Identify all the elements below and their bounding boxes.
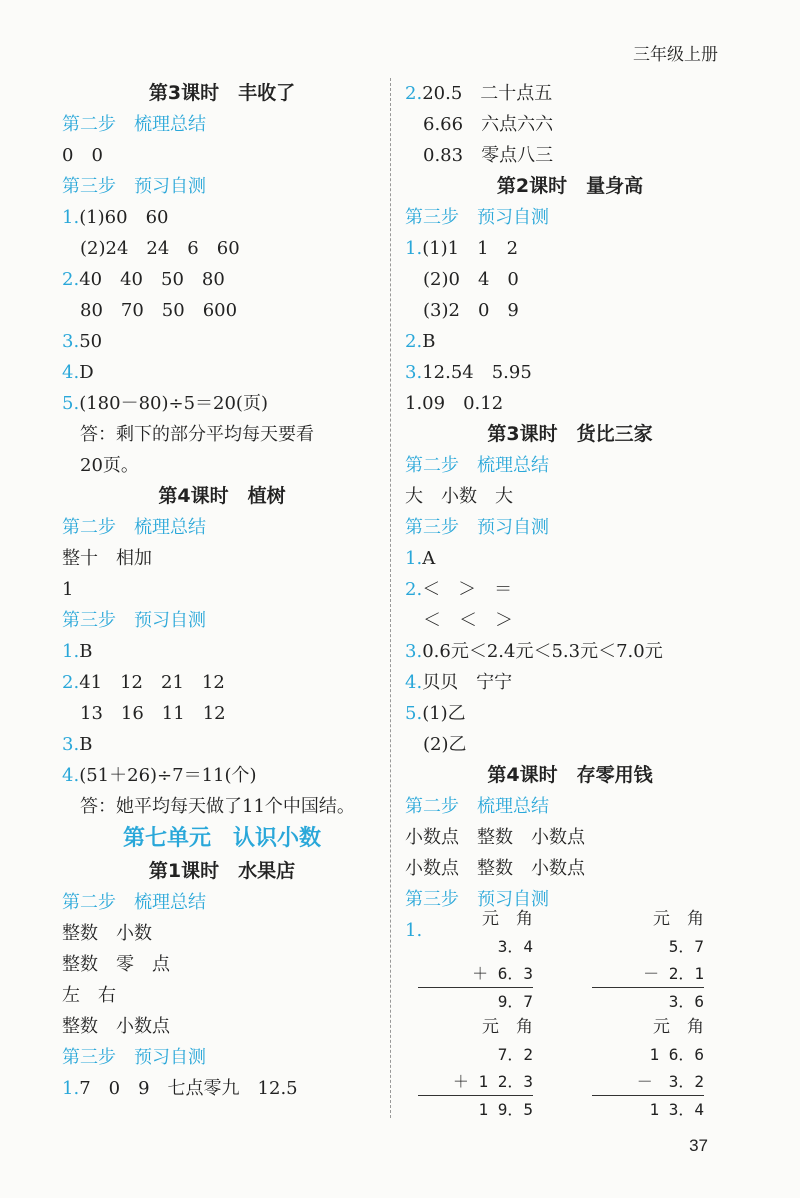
answer-text: (1)乙 [422,703,466,724]
question-number: 1. [405,548,423,569]
lesson-title: 第4课时 存零用钱 [487,764,653,786]
calc-operand: ＋ 6．3 [472,964,533,983]
right-column [405,78,735,946]
answer-item [405,698,735,729]
answer-line: 整数 小数点 [62,1016,170,1037]
calc-addition-2 [418,1014,533,1123]
question-number: 1. [62,1078,80,1099]
answer-line: 答：剩下的部分平均每天要看 [80,424,314,445]
question-number: 4. [405,672,423,693]
answer-line: 整数 零 点 [62,954,170,975]
answer-item [405,233,735,264]
calc-subtraction-2 [592,1014,704,1123]
lesson-title: 第3课时 货比三家 [487,423,653,445]
answer-text: B [79,734,93,755]
answer-item [405,636,735,667]
calc-result: 1 9．5 [418,1095,533,1123]
question-number: 1. [62,207,80,228]
lesson-title: 第1课时 水果店 [148,860,296,882]
calc-operand: 3．4 [497,937,533,956]
question-number: 1. [405,238,423,259]
answer-item [62,326,382,357]
answer-line: 小数点 整数 小数点 [405,827,585,848]
answer-line: (2)0 4 0 [423,269,519,290]
calc-header: 元 角 [482,909,533,929]
question-number: 1. [62,641,80,662]
answer-line: 整十 相加 [62,548,152,569]
answer-text: (51＋26)÷7＝11(个) [79,765,257,786]
answer-line: 13 16 11 12 [80,703,226,724]
answer-item [62,388,382,419]
question-number: 2. [405,83,423,104]
question-number: 5. [405,703,423,724]
answer-line: 20页。 [80,455,139,476]
step-heading: 第二步 梳理总结 [62,892,206,913]
question-number: 2. [405,331,423,352]
calc-result: 9．7 [418,987,533,1015]
answer-item [405,78,735,109]
answer-line: 答：她平均每天做了11个中国结。 [80,796,355,817]
answer-text: 0.6元＜2.4元＜5.3元＜7.0元 [422,641,663,662]
question-number: 2. [62,672,80,693]
step-heading: 第三步 预习自测 [405,889,549,910]
step-heading: 第三步 预习自测 [405,207,549,228]
answer-line: 整数 小数 [62,923,152,944]
lesson-title: 第3课时 丰收了 [148,82,296,104]
calc-header: 元 角 [653,909,704,929]
answer-line: 左 右 [62,985,116,1006]
lesson-title: 第4课时 植树 [158,485,286,507]
answer-text: B [422,331,436,352]
calc-subtraction-1 [592,906,704,1015]
answer-item [62,1073,382,1104]
calc-result: 3．6 [592,987,704,1015]
answer-text: ＜ ＞ ＝ [422,579,513,600]
answer-item [405,667,735,698]
answer-text: (1)1 1 2 [422,238,519,259]
answer-text: A [422,548,436,569]
answer-line: 1 [62,579,74,600]
answer-text: 40 40 50 80 [79,269,225,290]
answer-item [405,574,735,605]
unit-title: 第七单元 认识小数 [122,826,321,851]
step-heading: 第三步 预习自测 [62,1047,206,1068]
answer-text: 12.54 5.95 [422,362,532,383]
step-heading: 第二步 梳理总结 [62,114,206,135]
calc-operand: 5．7 [668,937,704,956]
calc-operand: － 3．2 [636,1072,704,1091]
question-number: 3. [62,734,80,755]
answer-text: 20.5 二十点五 [422,83,553,104]
question-number: 4. [62,362,80,383]
calc-header: 元 角 [482,1017,533,1037]
left-column [62,78,382,1104]
answer-item [62,760,382,791]
answer-line: 小数点 整数 小数点 [405,858,585,879]
calc-result: 1 3．4 [592,1095,704,1123]
question-number: 3. [405,362,423,383]
answer-line: (2)24 24 6 60 [80,238,240,259]
answer-line: 0 0 [62,145,103,166]
answer-line: (2)乙 [423,734,467,755]
page-number: 37 [689,1136,708,1155]
answer-item [62,667,382,698]
answer-text: B [79,641,93,662]
step-heading: 第二步 梳理总结 [405,796,549,817]
answer-line: (3)2 0 9 [423,300,519,321]
calc-operand: 1 6．6 [649,1045,704,1064]
question-number: 4. [62,765,80,786]
answer-text: 50 [79,331,103,352]
answer-line: 0.83 零点八三 [423,145,554,166]
answer-item [62,729,382,760]
answer-item [405,543,735,574]
step-heading: 第三步 预习自测 [62,176,206,197]
answer-item [62,357,382,388]
answer-item [62,264,382,295]
answer-item [62,202,382,233]
answer-text: 41 12 21 12 [79,672,225,693]
question-number: 5. [62,393,80,414]
answer-text: D [79,362,94,383]
answer-text: (1)60 60 [79,207,169,228]
answer-line: 1.09 0.12 [405,393,504,414]
question-number: 1. [405,920,423,941]
calc-header: 元 角 [653,1017,704,1037]
question-number: 2. [62,269,80,290]
question-number: 3. [62,331,80,352]
column-divider [390,78,391,1118]
answer-line: 大 小数 大 [405,486,513,507]
lesson-title: 第2课时 量身高 [496,175,644,197]
answer-text: 贝贝 宁宁 [422,672,513,693]
step-heading: 第二步 梳理总结 [62,517,206,538]
grade-label: 三年级上册 [633,45,718,65]
calc-operand: － 2．1 [643,964,704,983]
answer-line: ＜ ＜ ＞ [423,610,513,631]
step-heading: 第三步 预习自测 [405,517,549,538]
answer-item [405,357,735,388]
step-heading: 第二步 梳理总结 [405,455,549,476]
answer-item [405,326,735,357]
answer-item [62,636,382,667]
calc-operand: 7．2 [497,1045,533,1064]
answer-text: 7 0 9 七点零九 12.5 [79,1078,298,1099]
step-heading: 第三步 预习自测 [62,610,206,631]
calc-operand: ＋ 1 2．3 [452,1072,533,1091]
question-number: 2. [405,579,423,600]
answer-line: 80 70 50 600 [80,300,238,321]
question-number: 3. [405,641,423,662]
calc-addition-1 [418,906,533,1015]
answer-line: 6.66 六点六六 [423,114,554,135]
answer-text: (180－80)÷5＝20(页) [79,393,268,414]
